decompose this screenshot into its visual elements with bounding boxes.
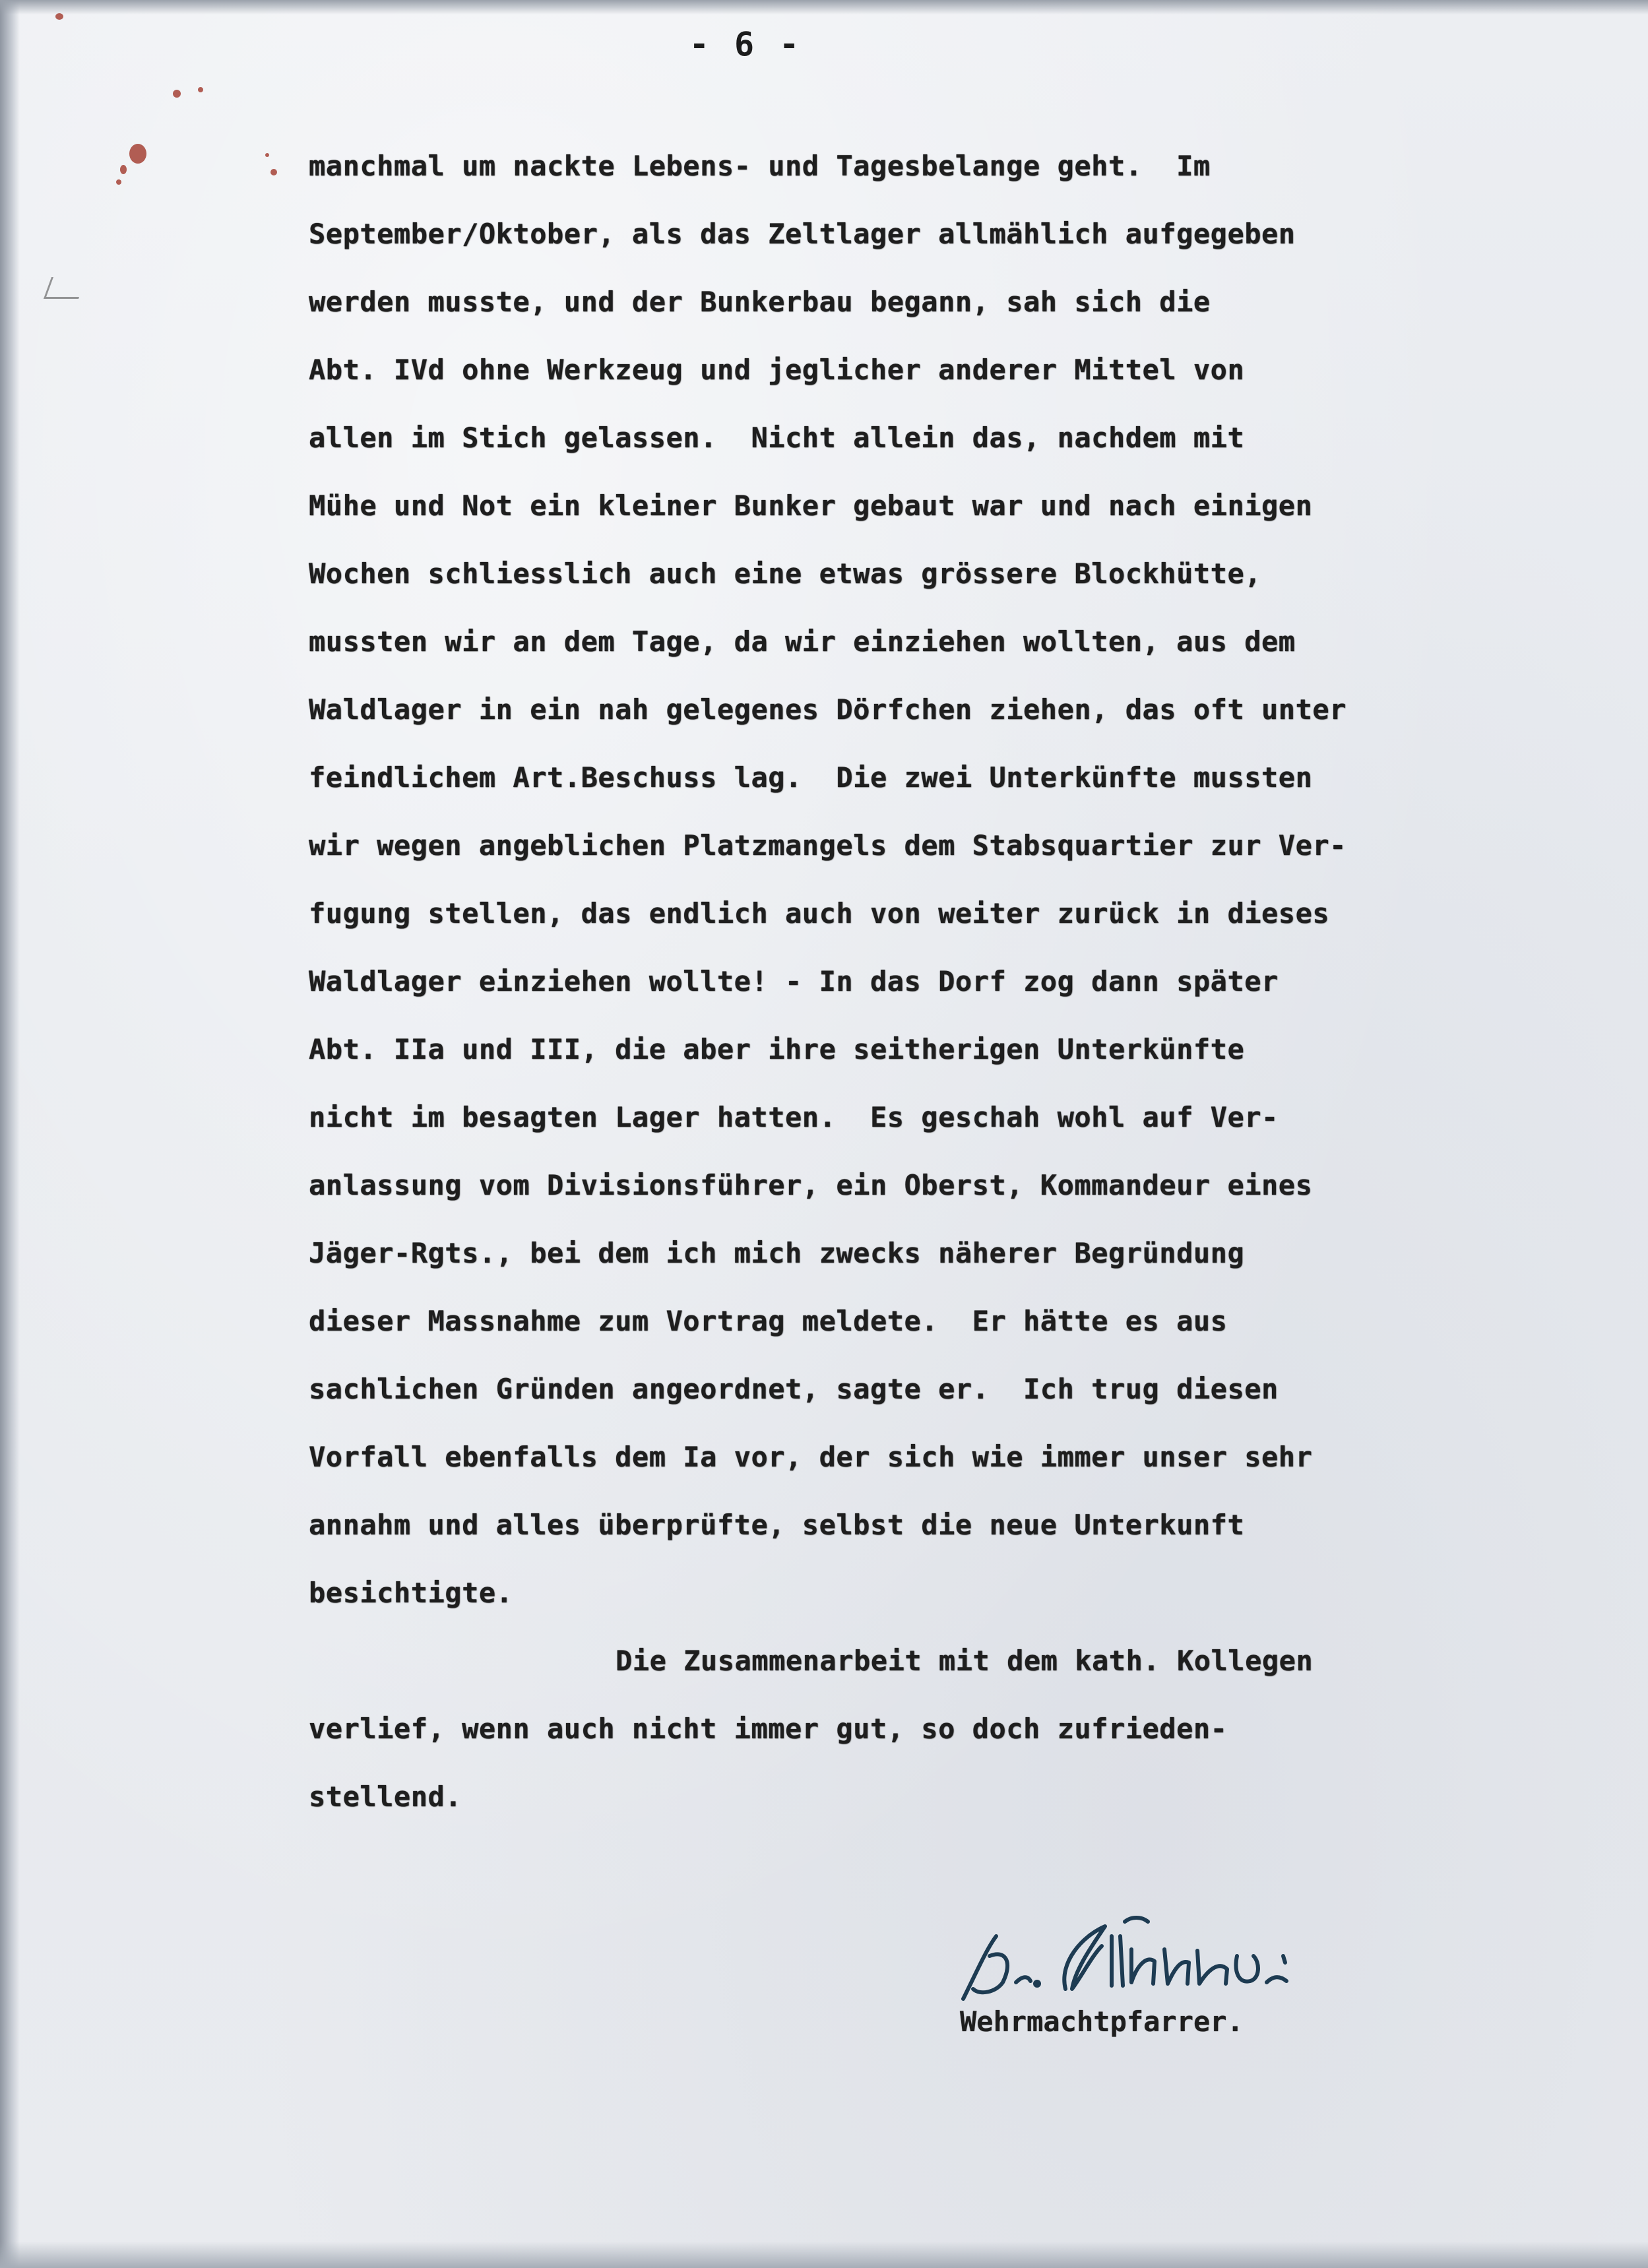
text-line: Wochen schliesslich auch eine etwas grössere Blockhütte, [309, 557, 1262, 590]
ink-stain [265, 153, 269, 157]
text-line: Jäger-Rgts., bei dem ich mich zwecks näherer Begründung [309, 1237, 1245, 1269]
ink-stain [116, 179, 121, 185]
paragraph-1 [309, 132, 1549, 1627]
text-line: Waldlager einziehen wollte! - In das Dorf zog dann später [309, 965, 1279, 997]
page-edge-shadow-left [0, 0, 20, 2268]
paragraph-2 [309, 1627, 1549, 1831]
text-line: dieser Massnahme zum Vortrag meldete. Er hätte es aus [309, 1305, 1228, 1337]
text-line: Die Zusammenarbeit mit dem kath. Kollegen [616, 1645, 1314, 1677]
ink-stain [270, 169, 277, 175]
text-line: verlief, wenn auch nicht immer gut, so doch zufrieden- [309, 1713, 1228, 1745]
pencil-margin-mark [44, 277, 86, 299]
text-line: stellend. [309, 1780, 462, 1813]
text-line: besichtigte. [309, 1577, 513, 1609]
ink-stain [129, 144, 146, 164]
text-line: manchmal um nackte Lebens- und Tagesbelange geht. Im [309, 150, 1211, 182]
signer-title: Wehrmachtpfarrer. [960, 2005, 1244, 2038]
text-line: Waldlager in ein nah gelegenes Dörfchen ziehen, das oft unter [309, 693, 1347, 726]
ink-stain [173, 90, 181, 98]
text-line: Vorfall ebenfalls dem Ia vor, der sich wie immer unser sehr [309, 1441, 1313, 1473]
text-line: Abt. IVd ohne Werkzeug und jeglicher anderer Mittel von [309, 354, 1245, 386]
text-line: allen im Stich gelassen. Nicht allein das, nachdem mit [309, 422, 1245, 454]
text-line: wir wegen angeblichen Platzmangels dem Stabsquartier zur Ver- [309, 829, 1347, 862]
ink-stain [55, 13, 63, 20]
text-line: werden musste, und der Bunkerbau begann, sah sich die [309, 286, 1211, 318]
text-line: Abt. IIa und III, die aber ihre seitherigen Unterkünfte [309, 1033, 1245, 1065]
text-line: feindlichem Art.Beschuss lag. Die zwei Unterkünfte mussten [309, 761, 1313, 794]
text-line: sachlichen Gründen angeordnet, sagte er. Ich trug diesen [309, 1373, 1279, 1405]
text-line: annahm und alles überprüfte, selbst die neue Unterkunft [309, 1509, 1245, 1541]
text-line: September/Oktober, als das Zeltlager allmählich aufgegeben [309, 218, 1296, 250]
ink-stain [120, 165, 127, 174]
page-edge-shadow-top [0, 0, 1648, 15]
page-edge-shadow-bottom [0, 2242, 1648, 2268]
text-line: nicht im besagten Lager hatten. Es geschah wohl auf Ver- [309, 1101, 1279, 1133]
body-text [309, 132, 1549, 1831]
handwritten-signature [950, 1910, 1306, 2009]
page-number: - 6 - [689, 25, 802, 63]
text-line: anlassung vom Divisionsführer, ein Oberst, Kommandeur eines [309, 1169, 1313, 1201]
text-line: Mühe und Not ein kleiner Bunker gebaut war und nach einigen [309, 489, 1313, 522]
ink-stain [198, 87, 203, 92]
text-line: mussten wir an dem Tage, da wir einziehen wollten, aus dem [309, 625, 1296, 658]
text-line: fugung stellen, das endlich auch von weiter zurück in dieses [309, 897, 1330, 929]
